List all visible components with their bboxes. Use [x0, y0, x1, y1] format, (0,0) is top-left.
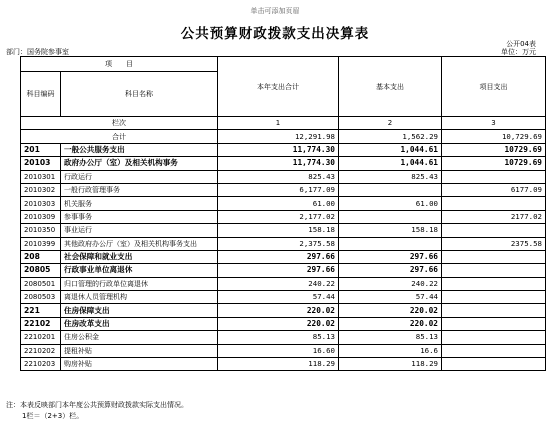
cell-project [442, 250, 546, 263]
table-row [21, 143, 546, 156]
department-label: 部门：国务院参事室 [6, 48, 69, 56]
cell-basic: 240.22 [339, 277, 442, 290]
cell-name: 机关服务 [61, 197, 218, 210]
cell-total: 158.18 [218, 224, 339, 237]
cell-total: 2,375.58 [218, 237, 339, 250]
table-row [21, 197, 546, 210]
cell-code: 2210201 [21, 331, 61, 344]
table-row [21, 277, 546, 290]
note-line-1: 注：本表反映部门本年度公共预算财政拨款实际支出情况。 [6, 401, 188, 409]
note-line-2: 1栏＝（2+3）栏。 [22, 412, 84, 420]
cell-name: 住房改革支出 [61, 317, 218, 330]
header-row-project [21, 57, 546, 72]
table-row [21, 157, 546, 170]
cell-code: 2010301 [21, 170, 61, 183]
cell-code: 2080501 [21, 277, 61, 290]
cell-code: 2010303 [21, 197, 61, 210]
header-code: 科目编码 [21, 72, 61, 117]
cell-code: 2010302 [21, 183, 61, 196]
cell-project [442, 344, 546, 357]
cell-total: 220.02 [218, 317, 339, 330]
cell-total: 11,774.30 [218, 157, 339, 170]
cell-basic [339, 183, 442, 196]
header-total: 本年支出合计 [218, 57, 339, 117]
cell-total: 16.60 [218, 344, 339, 357]
cell-project: 10729.69 [442, 157, 546, 170]
table-row [21, 358, 546, 371]
cell-basic: 1,044.61 [339, 143, 442, 156]
cell-basic: 16.6 [339, 344, 442, 357]
column-number-row [21, 117, 546, 130]
cell-name: 行政事业单位离退休 [61, 264, 218, 277]
cell-name: 离退休人员管理机构 [61, 291, 218, 304]
page-title: 公共预算财政拨款支出决算表 [180, 26, 370, 42]
table-row [21, 264, 546, 277]
cell-project [442, 264, 546, 277]
table-row [21, 224, 546, 237]
cell-basic: 825.43 [339, 170, 442, 183]
cell-name: 提租补贴 [61, 344, 218, 357]
cell-project [442, 304, 546, 317]
cell-name: 一般行政管理事务 [61, 183, 218, 196]
table-row [21, 250, 546, 263]
cell-project [442, 224, 546, 237]
cell-total: 118.29 [218, 358, 339, 371]
header-hint[interactable]: 单击可添加页眉 [250, 7, 300, 15]
cell-code: 20103 [21, 157, 61, 170]
col-number-1: 1 [218, 117, 339, 130]
cell-total: 11,774.30 [218, 143, 339, 156]
cell-name: 事业运行 [61, 224, 218, 237]
table-row [21, 304, 546, 317]
cell-basic [339, 210, 442, 223]
cell-basic: 158.18 [339, 224, 442, 237]
cell-name: 行政运行 [61, 170, 218, 183]
cell-project [442, 277, 546, 290]
cell-name: 社会保障和就业支出 [61, 250, 218, 263]
cell-project [442, 331, 546, 344]
lanci-label: 栏次 [21, 117, 218, 130]
unit-label: 单位：万元 [501, 48, 536, 56]
cell-code: 2080503 [21, 291, 61, 304]
table-body [21, 143, 546, 371]
cell-basic: 297.66 [339, 264, 442, 277]
total-basic: 1,562.29 [339, 130, 442, 143]
cell-code: 2010309 [21, 210, 61, 223]
cell-basic [339, 237, 442, 250]
cell-total: 297.66 [218, 264, 339, 277]
col-number-3: 3 [442, 117, 546, 130]
cell-project [442, 197, 546, 210]
cell-total: 61.00 [218, 197, 339, 210]
cell-basic: 118.29 [339, 358, 442, 371]
cell-total: 220.02 [218, 304, 339, 317]
header-name: 科目名称 [61, 72, 218, 117]
table-row [21, 291, 546, 304]
cell-code: 2210203 [21, 358, 61, 371]
cell-code: 208 [21, 250, 61, 263]
table-row [21, 344, 546, 357]
cell-project [442, 291, 546, 304]
header-project-expense: 项目支出 [442, 57, 546, 117]
cell-basic: 57.44 [339, 291, 442, 304]
cell-project [442, 317, 546, 330]
cell-code: 2010399 [21, 237, 61, 250]
cell-basic: 220.02 [339, 317, 442, 330]
cell-name: 其他政府办公厅（室）及相关机构事务支出 [61, 237, 218, 250]
cell-project: 10729.69 [442, 143, 546, 156]
cell-project [442, 358, 546, 371]
col-number-2: 2 [339, 117, 442, 130]
table-row [21, 317, 546, 330]
total-label: 合计 [21, 130, 218, 143]
total-project: 10,729.69 [442, 130, 546, 143]
form-number: 公开04表 [506, 40, 536, 48]
cell-code: 221 [21, 304, 61, 317]
table-row [21, 331, 546, 344]
cell-code: 2210202 [21, 344, 61, 357]
cell-basic: 85.13 [339, 331, 442, 344]
table-row [21, 183, 546, 196]
cell-basic: 1,044.61 [339, 157, 442, 170]
cell-project [442, 170, 546, 183]
header-basic: 基本支出 [339, 57, 442, 117]
header-project: 项 目 [21, 57, 218, 72]
cell-name: 住房公积金 [61, 331, 218, 344]
cell-total: 6,177.09 [218, 183, 339, 196]
cell-code: 201 [21, 143, 61, 156]
cell-project: 2375.58 [442, 237, 546, 250]
total-row [21, 130, 546, 143]
cell-name: 一般公共服务支出 [61, 143, 218, 156]
cell-name: 归口管理的行政单位离退休 [61, 277, 218, 290]
cell-name: 参事事务 [61, 210, 218, 223]
cell-code: 22102 [21, 317, 61, 330]
expenditure-table [20, 56, 546, 371]
cell-total: 57.44 [218, 291, 339, 304]
cell-total: 825.43 [218, 170, 339, 183]
cell-basic: 220.02 [339, 304, 442, 317]
cell-name: 购房补贴 [61, 358, 218, 371]
cell-name: 住房保障支出 [61, 304, 218, 317]
cell-total: 297.66 [218, 250, 339, 263]
cell-project: 2177.02 [442, 210, 546, 223]
table-row [21, 170, 546, 183]
cell-name: 政府办公厅（室）及相关机构事务 [61, 157, 218, 170]
cell-project: 6177.09 [442, 183, 546, 196]
table-row [21, 237, 546, 250]
table-row [21, 210, 546, 223]
cell-total: 2,177.02 [218, 210, 339, 223]
total-value: 12,291.98 [218, 130, 339, 143]
cell-basic: 297.66 [339, 250, 442, 263]
cell-total: 85.13 [218, 331, 339, 344]
cell-basic: 61.00 [339, 197, 442, 210]
cell-code: 2010350 [21, 224, 61, 237]
cell-code: 20805 [21, 264, 61, 277]
cell-total: 240.22 [218, 277, 339, 290]
